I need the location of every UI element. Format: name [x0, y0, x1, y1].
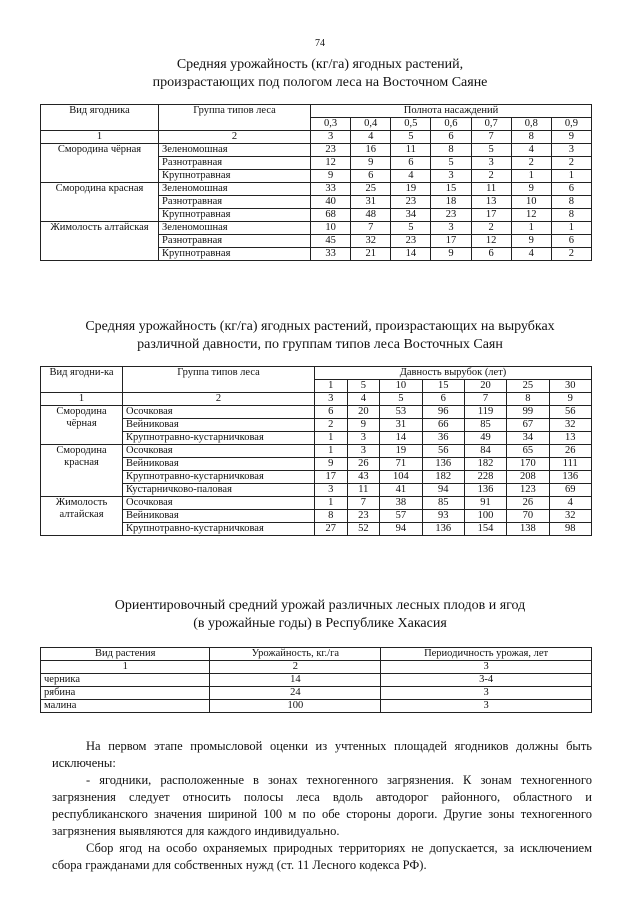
value-cell: 136 — [422, 523, 464, 536]
value-cell: 3 — [315, 484, 348, 497]
column-number: 1 — [41, 393, 123, 406]
value-cell: 9 — [431, 248, 471, 261]
value-cell: 1 — [315, 432, 348, 445]
column-number: 3 — [311, 131, 351, 144]
value-cell: 70 — [507, 510, 549, 523]
value-cell: 23 — [431, 209, 471, 222]
value-cell: 3 — [347, 432, 380, 445]
value-cell: 1 — [511, 170, 551, 183]
column-header: 0,6 — [431, 118, 471, 131]
value-cell: 14 — [391, 248, 431, 261]
table-row — [41, 523, 592, 536]
table-row — [41, 458, 592, 471]
value-cell: 104 — [380, 471, 422, 484]
table1 — [40, 104, 592, 261]
value-cell: 100 — [210, 700, 381, 713]
value-cell: 23 — [391, 235, 431, 248]
value-cell: 23 — [347, 510, 380, 523]
table-row — [41, 406, 592, 419]
header-forest-group: Группа типов леса — [123, 367, 315, 393]
column-number: 2 — [123, 393, 315, 406]
value-cell: 2 — [471, 222, 511, 235]
value-cell: 38 — [380, 497, 422, 510]
value-cell: 32 — [351, 235, 391, 248]
value-cell: 32 — [549, 419, 591, 432]
value-cell: 136 — [422, 458, 464, 471]
value-cell: 9 — [347, 419, 380, 432]
table2-title-line1: Средняя урожайность (кг/га) ягодных растений, произрастающих на вырубках — [85, 319, 555, 334]
value-cell: 43 — [347, 471, 380, 484]
value-cell: 93 — [422, 510, 464, 523]
table-row — [41, 222, 592, 235]
species-cell: Смородина чёрная — [41, 406, 123, 445]
value-cell: 1 — [551, 222, 591, 235]
column-number: 9 — [551, 131, 591, 144]
value-cell: 12 — [311, 157, 351, 170]
table-row — [41, 432, 592, 445]
forest-type-cell: Зеленомошная — [159, 144, 311, 157]
header-span: Полнота насаждений — [311, 105, 592, 118]
table3-title-line1: Ориентировочный средний урожай различных лесных плодов и ягод — [114, 598, 526, 613]
value-cell: 25 — [351, 183, 391, 196]
value-cell: 11 — [391, 144, 431, 157]
value-cell: 2 — [511, 157, 551, 170]
value-cell: 23 — [311, 144, 351, 157]
value-cell: 1 — [551, 170, 591, 183]
value-cell: 5 — [431, 157, 471, 170]
table-row — [41, 144, 592, 157]
forest-type-cell: Вейниковая — [123, 458, 315, 471]
value-cell: 8 — [551, 209, 591, 222]
plant-cell: малина — [41, 700, 210, 713]
paragraph-exclusions: На первом этапе промысловой оценки из учтенных площадей ягодников должны быть исключены: — [52, 739, 592, 770]
value-cell: 7 — [351, 222, 391, 235]
table1-title — [30, 56, 610, 92]
value-cell: 13 — [471, 196, 511, 209]
forest-type-cell: Осочковая — [123, 406, 315, 419]
column-number: 7 — [464, 393, 506, 406]
value-cell: 6 — [471, 248, 511, 261]
value-cell: 94 — [422, 484, 464, 497]
value-cell: 31 — [351, 196, 391, 209]
value-cell: 5 — [471, 144, 511, 157]
value-cell: 8 — [315, 510, 348, 523]
value-cell: 8 — [551, 196, 591, 209]
value-cell: 32 — [549, 510, 591, 523]
value-cell: 119 — [464, 406, 506, 419]
species-cell: Смородина чёрная — [41, 144, 159, 183]
species-cell: Жимолость алтайская — [41, 222, 159, 261]
value-cell: 56 — [422, 445, 464, 458]
value-cell: 6 — [551, 235, 591, 248]
forest-type-cell: Кустарничково-паловая — [123, 484, 315, 497]
forest-type-cell: Крупнотравная — [159, 209, 311, 222]
page-number: 74 — [315, 38, 325, 49]
table-row — [41, 183, 592, 196]
forest-type-cell: Осочковая — [123, 445, 315, 458]
table-row — [41, 510, 592, 523]
value-cell: 16 — [351, 144, 391, 157]
column-header: 30 — [549, 380, 591, 393]
column-header: Вид растения — [41, 648, 210, 661]
value-cell: 14 — [210, 674, 381, 687]
value-cell: 17 — [471, 209, 511, 222]
column-header: 0,5 — [391, 118, 431, 131]
value-cell: 182 — [464, 458, 506, 471]
value-cell: 17 — [431, 235, 471, 248]
value-cell: 4 — [549, 497, 591, 510]
value-cell: 3 — [431, 170, 471, 183]
forest-type-cell: Разнотравная — [159, 235, 311, 248]
value-cell: 3 — [471, 157, 511, 170]
value-cell: 69 — [549, 484, 591, 497]
value-cell: 138 — [507, 523, 549, 536]
value-cell: 9 — [511, 235, 551, 248]
value-cell: 41 — [380, 484, 422, 497]
value-cell: 26 — [507, 497, 549, 510]
forest-type-cell: Зеленомошная — [159, 183, 311, 196]
value-cell: 26 — [549, 445, 591, 458]
value-cell: 11 — [471, 183, 511, 196]
value-cell: 136 — [464, 484, 506, 497]
value-cell: 4 — [391, 170, 431, 183]
value-cell: 67 — [507, 419, 549, 432]
plant-cell: рябина — [41, 687, 210, 700]
column-header: 25 — [507, 380, 549, 393]
value-cell: 66 — [422, 419, 464, 432]
species-cell: Жимолость алтайская — [41, 497, 123, 536]
value-cell: 2 — [471, 170, 511, 183]
value-cell: 21 — [351, 248, 391, 261]
value-cell: 13 — [549, 432, 591, 445]
value-cell: 3 — [381, 687, 592, 700]
column-header: 15 — [422, 380, 464, 393]
header-forest-group: Группа типов леса — [159, 105, 311, 131]
column-header: Урожайность, кг./га — [210, 648, 381, 661]
value-cell: 84 — [464, 445, 506, 458]
column-number: 4 — [347, 393, 380, 406]
value-cell: 4 — [511, 144, 551, 157]
value-cell: 15 — [431, 183, 471, 196]
value-cell: 6 — [351, 170, 391, 183]
column-number-row — [41, 661, 592, 674]
column-number: 3 — [315, 393, 348, 406]
table3-title — [30, 597, 610, 633]
value-cell: 57 — [380, 510, 422, 523]
value-cell: 9 — [351, 157, 391, 170]
value-cell: 6 — [315, 406, 348, 419]
table3-title-line2: (в урожайные годы) в Республике Хакасия — [193, 616, 447, 631]
table-row — [41, 674, 592, 687]
forest-type-cell: Осочковая — [123, 497, 315, 510]
column-number: 5 — [391, 131, 431, 144]
forest-type-cell: Разнотравная — [159, 196, 311, 209]
column-number: 7 — [471, 131, 511, 144]
column-number: 8 — [507, 393, 549, 406]
header-row — [41, 367, 592, 380]
table-row — [41, 445, 592, 458]
value-cell: 68 — [311, 209, 351, 222]
column-header: 0,9 — [551, 118, 591, 131]
value-cell: 3 — [347, 445, 380, 458]
value-cell: 7 — [347, 497, 380, 510]
value-cell: 17 — [315, 471, 348, 484]
value-cell: 8 — [431, 144, 471, 157]
value-cell: 3 — [381, 700, 592, 713]
value-cell: 36 — [422, 432, 464, 445]
value-cell: 5 — [391, 222, 431, 235]
value-cell: 85 — [464, 419, 506, 432]
value-cell: 99 — [507, 406, 549, 419]
value-cell: 12 — [511, 209, 551, 222]
table3 — [40, 647, 592, 713]
value-cell: 2 — [551, 248, 591, 261]
value-cell: 10 — [511, 196, 551, 209]
value-cell: 123 — [507, 484, 549, 497]
value-cell: 56 — [549, 406, 591, 419]
table-row — [41, 497, 592, 510]
value-cell: 111 — [549, 458, 591, 471]
value-cell: 33 — [311, 183, 351, 196]
value-cell: 53 — [380, 406, 422, 419]
value-cell: 85 — [422, 497, 464, 510]
column-header: Периодичность урожая, лет — [381, 648, 592, 661]
table2 — [40, 366, 592, 536]
column-number-row — [41, 131, 592, 144]
paragraph-protected-areas: Сбор ягод на особо охраняемых природных территориях не допускается, за исключением сбора гражданами для собственных нужд (ст. 11 Лесного кодекса РФ). — [52, 841, 592, 872]
value-cell: 3 — [431, 222, 471, 235]
forest-type-cell: Разнотравная — [159, 157, 311, 170]
species-cell: Смородина красная — [41, 445, 123, 497]
value-cell: 34 — [391, 209, 431, 222]
value-cell: 11 — [347, 484, 380, 497]
value-cell: 14 — [380, 432, 422, 445]
value-cell: 52 — [347, 523, 380, 536]
value-cell: 9 — [315, 458, 348, 471]
value-cell: 154 — [464, 523, 506, 536]
value-cell: 100 — [464, 510, 506, 523]
forest-type-cell: Крупнотравно-кустарничковая — [123, 471, 315, 484]
value-cell: 40 — [311, 196, 351, 209]
value-cell: 33 — [311, 248, 351, 261]
value-cell: 20 — [347, 406, 380, 419]
value-cell: 6 — [551, 183, 591, 196]
value-cell: 94 — [380, 523, 422, 536]
column-header: 10 — [380, 380, 422, 393]
column-header: 1 — [315, 380, 348, 393]
table-row — [41, 484, 592, 497]
value-cell: 24 — [210, 687, 381, 700]
header-species: Вид ягодни-ка — [41, 367, 123, 393]
column-number: 6 — [431, 131, 471, 144]
value-cell: 71 — [380, 458, 422, 471]
paragraph-pollution-zones: - ягодники, расположенные в зонах техногенного загрязнения. К зонам техногенного загрязнения следует относить полосы леса вдоль автодорог районного, областного и республиканского значения шириной 100 м по обе стороны дороги. Другие зоны техногенного загрязнения выявляются для каждого индивидуально. — [52, 773, 592, 838]
value-cell: 96 — [422, 406, 464, 419]
plant-cell: черника — [41, 674, 210, 687]
column-number: 1 — [41, 661, 210, 674]
value-cell: 1 — [511, 222, 551, 235]
value-cell: 98 — [549, 523, 591, 536]
header-species: Вид ягодника — [41, 105, 159, 131]
value-cell: 4 — [511, 248, 551, 261]
table1-title-line2: произрастающих под пологом леса на Восточном Саяне — [152, 75, 488, 90]
value-cell: 6 — [391, 157, 431, 170]
value-cell: 228 — [464, 471, 506, 484]
column-number: 9 — [549, 393, 591, 406]
column-number: 4 — [351, 131, 391, 144]
value-cell: 182 — [422, 471, 464, 484]
species-cell: Смородина красная — [41, 183, 159, 222]
value-cell: 9 — [511, 183, 551, 196]
forest-type-cell: Крупнотравная — [159, 170, 311, 183]
value-cell: 48 — [351, 209, 391, 222]
forest-type-cell: Крупнотравно-кустарничковая — [123, 432, 315, 445]
value-cell: 2 — [315, 419, 348, 432]
forest-type-cell: Крупнотравно-кустарничковая — [123, 523, 315, 536]
column-header: 0,7 — [471, 118, 511, 131]
value-cell: 26 — [347, 458, 380, 471]
value-cell: 136 — [549, 471, 591, 484]
column-header: 0,3 — [311, 118, 351, 131]
value-cell: 19 — [380, 445, 422, 458]
table1-title-line1: Средняя урожайность (кг/га) ягодных растений, — [176, 57, 464, 72]
value-cell: 45 — [311, 235, 351, 248]
column-header: 20 — [464, 380, 506, 393]
forest-type-cell: Вейниковая — [123, 510, 315, 523]
header-span: Давность вырубок (лет) — [315, 367, 592, 380]
value-cell: 3 — [551, 144, 591, 157]
body-text — [52, 738, 592, 874]
value-cell: 12 — [471, 235, 511, 248]
column-number: 5 — [380, 393, 422, 406]
column-number: 3 — [381, 661, 592, 674]
column-number-row — [41, 393, 592, 406]
forest-type-cell: Крупнотравная — [159, 248, 311, 261]
header-row — [41, 648, 592, 661]
table2-title — [30, 318, 610, 354]
table-row — [41, 687, 592, 700]
value-cell: 1 — [315, 445, 348, 458]
table-row — [41, 471, 592, 484]
forest-type-cell: Зеленомошная — [159, 222, 311, 235]
value-cell: 23 — [391, 196, 431, 209]
value-cell: 18 — [431, 196, 471, 209]
column-header: 5 — [347, 380, 380, 393]
value-cell: 91 — [464, 497, 506, 510]
value-cell: 27 — [315, 523, 348, 536]
value-cell: 170 — [507, 458, 549, 471]
header-row — [41, 105, 592, 118]
value-cell: 3-4 — [381, 674, 592, 687]
table-row — [41, 700, 592, 713]
value-cell: 2 — [551, 157, 591, 170]
column-number: 2 — [159, 131, 311, 144]
column-number: 1 — [41, 131, 159, 144]
value-cell: 10 — [311, 222, 351, 235]
table2-title-line2: различной давности, по группам типов леса Восточных Саян — [137, 337, 503, 352]
column-number: 2 — [210, 661, 381, 674]
value-cell: 34 — [507, 432, 549, 445]
value-cell: 208 — [507, 471, 549, 484]
value-cell: 9 — [311, 170, 351, 183]
column-number: 8 — [511, 131, 551, 144]
forest-type-cell: Вейниковая — [123, 419, 315, 432]
value-cell: 19 — [391, 183, 431, 196]
column-header: 0,8 — [511, 118, 551, 131]
value-cell: 49 — [464, 432, 506, 445]
value-cell: 65 — [507, 445, 549, 458]
column-header: 0,4 — [351, 118, 391, 131]
table-row — [41, 419, 592, 432]
column-number: 6 — [422, 393, 464, 406]
value-cell: 31 — [380, 419, 422, 432]
value-cell: 1 — [315, 497, 348, 510]
